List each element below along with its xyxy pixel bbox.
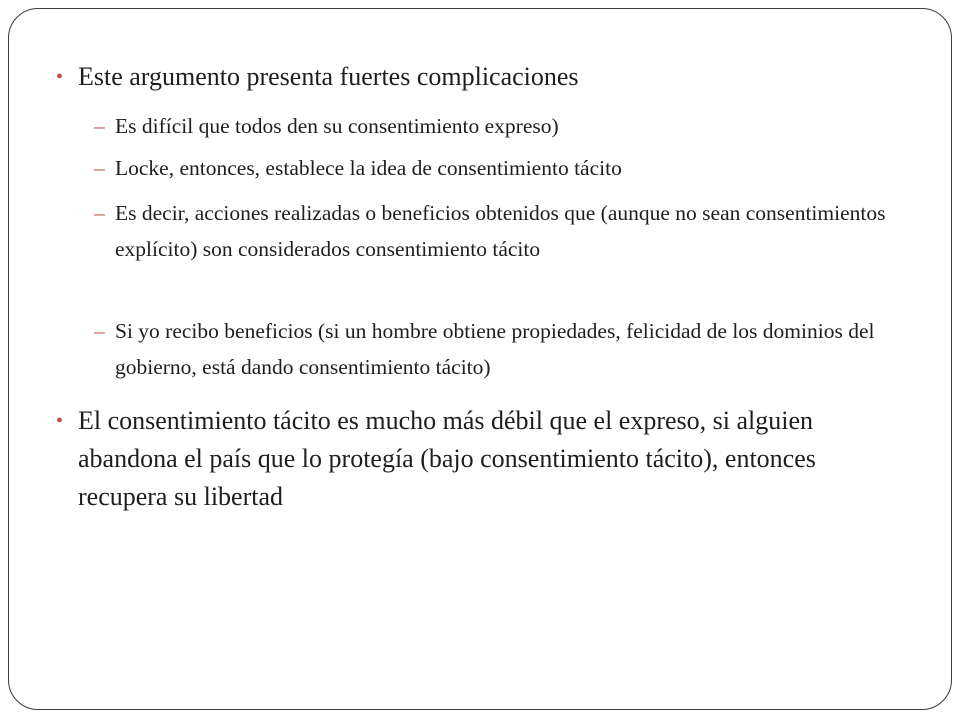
sub-bullet-item <box>94 313 905 385</box>
bullet-item <box>56 58 888 96</box>
sub-bullet-item <box>94 108 905 144</box>
bullet-marker: • <box>56 410 64 432</box>
bullet-text: El consentimiento tácito es mucho más débil que el expreso, si alguien abandona el país que lo protegía (bajo consentimiento tácito), entonces recupera su libertad <box>78 406 816 511</box>
sub-bullet-marker: – <box>94 114 105 138</box>
bullet-text: Este argumento presenta fuertes complicaciones <box>78 62 579 91</box>
bullet-item <box>56 402 888 516</box>
sub-bullet-text: Es decir, acciones realizadas o beneficios obtenidos que (aunque no sean consentimientos explícito) son considerados consentimiento tácito <box>115 201 886 261</box>
sub-bullet-marker: – <box>94 156 105 180</box>
sub-bullet-marker: – <box>94 319 105 343</box>
sub-bullet-text: Locke, entonces, establece la idea de consentimiento tácito <box>115 156 622 180</box>
sub-bullet-item <box>94 150 905 186</box>
sub-bullet-item <box>94 195 905 267</box>
sub-bullet-text: Es difícil que todos den su consentimiento expreso) <box>115 114 559 138</box>
bullet-marker: • <box>56 66 64 88</box>
sub-bullet-marker: – <box>94 201 105 225</box>
sub-bullet-text: Si yo recibo beneficios (si un hombre obtiene propiedades, felicidad de los dominios del gobierno, está dando consentimiento tácito) <box>115 319 875 379</box>
